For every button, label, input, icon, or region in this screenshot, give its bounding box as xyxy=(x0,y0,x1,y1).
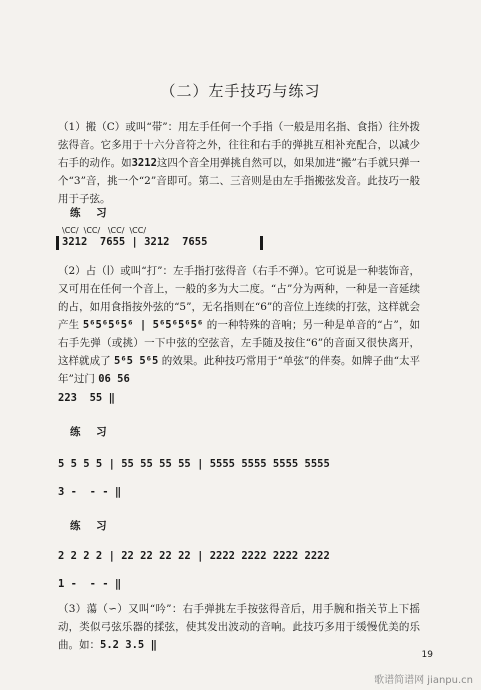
paragraph-3-notes: 5.2 3.5 ‖ xyxy=(100,639,157,651)
practice-label-1: 练 习 xyxy=(70,207,113,219)
paragraph-2-notes: 5⁶5⁶5⁶5⁶ | 5⁶5⁶5⁶5⁶ xyxy=(82,319,204,331)
practice-label-3: 练 习 xyxy=(70,520,113,532)
section-title: （二）左手技巧与练习 xyxy=(160,82,321,100)
page-number: 19 xyxy=(421,650,433,660)
paragraph-2 xyxy=(58,262,420,388)
watermark: 歌谱简谱网 jianpu.cn xyxy=(374,675,473,686)
practice-label-2: 练 习 xyxy=(70,426,113,438)
exercise-2-end: 3 - - - ‖ xyxy=(58,486,122,498)
paragraph-2-tail-notes: 06 56 xyxy=(98,373,130,385)
paragraph-2-tail-notes-2: 223 55 ‖ xyxy=(58,392,115,404)
exercise-2-row: 5 5 5 5 | 55 55 55 55 | 5555 5555 5555 5555 xyxy=(58,458,330,470)
exercise-1-start-bar xyxy=(56,236,59,250)
paragraph-1 xyxy=(58,118,420,208)
exercise-1-notes: 3212 7655 | 3212 7655 xyxy=(62,236,208,248)
exercise-3-end: 1 - - - ‖ xyxy=(58,578,122,590)
paragraph-1-text: （1）搬（C）或叫“带”：用左手任何一个手指（一般是用名指、食指）往外拨弦得音。它多用于十六分音符之外，往往和右手的弹挑互相补充配合，以减少右手的动作。如 xyxy=(58,121,420,169)
paragraph-1-continued: 这四个音全用弹挑自然可以，如果加进“搬”右手就只弹一个“3”音，挑一个“2”音即可。第二、三音则是由左手指搬弦发音。此技巧一般用于子弦。 xyxy=(58,157,420,205)
exercise-1-end-bar xyxy=(260,236,263,250)
exercise-3-row: 2 2 2 2 | 22 22 22 22 | 2222 2222 2222 2222 xyxy=(58,550,330,562)
paragraph-3 xyxy=(58,600,420,654)
paragraph-2-text: （2）占（∣）或叫“打”：左手指打弦得音（右手不弹）。它可说是一种装饰音，又可用在任何一个音上，一般的多为大二度。“占”分为两种，一种是一音延续的占，如用食指按外弦的“5”，无名指则在“6”的音位上连续的打弦，这样就会产生 xyxy=(58,265,420,331)
exercise-1-marks: \CC/ \CC/ \CC/ \CC/ xyxy=(62,226,147,235)
paragraph-1-notes: 3212 xyxy=(131,157,157,169)
paragraph-2-continued-2: 的效果。此种技巧常用于“单弦”的伴奏。如牌子曲“太平年”过门 xyxy=(58,355,421,385)
paragraph-2-continued: 的一种特殊的音响；另一种是单音的“占”，如右手先弹（或挑）一下中弦的空弦音，左手随及按住“6”的音面又很快离开，这样就成了 xyxy=(58,319,421,367)
paragraph-3-text: （3）蕩（∽）又叫“吟”：右手弹挑左手按弦得音后，用手腕和指关节上下摇动，类似弓弦乐器的揉弦，使其发出波动的音响。此技巧多用于缓慢优美的乐曲。如： xyxy=(58,603,420,651)
paragraph-2-notes-2: 5⁶5 5⁶5 xyxy=(114,355,159,367)
